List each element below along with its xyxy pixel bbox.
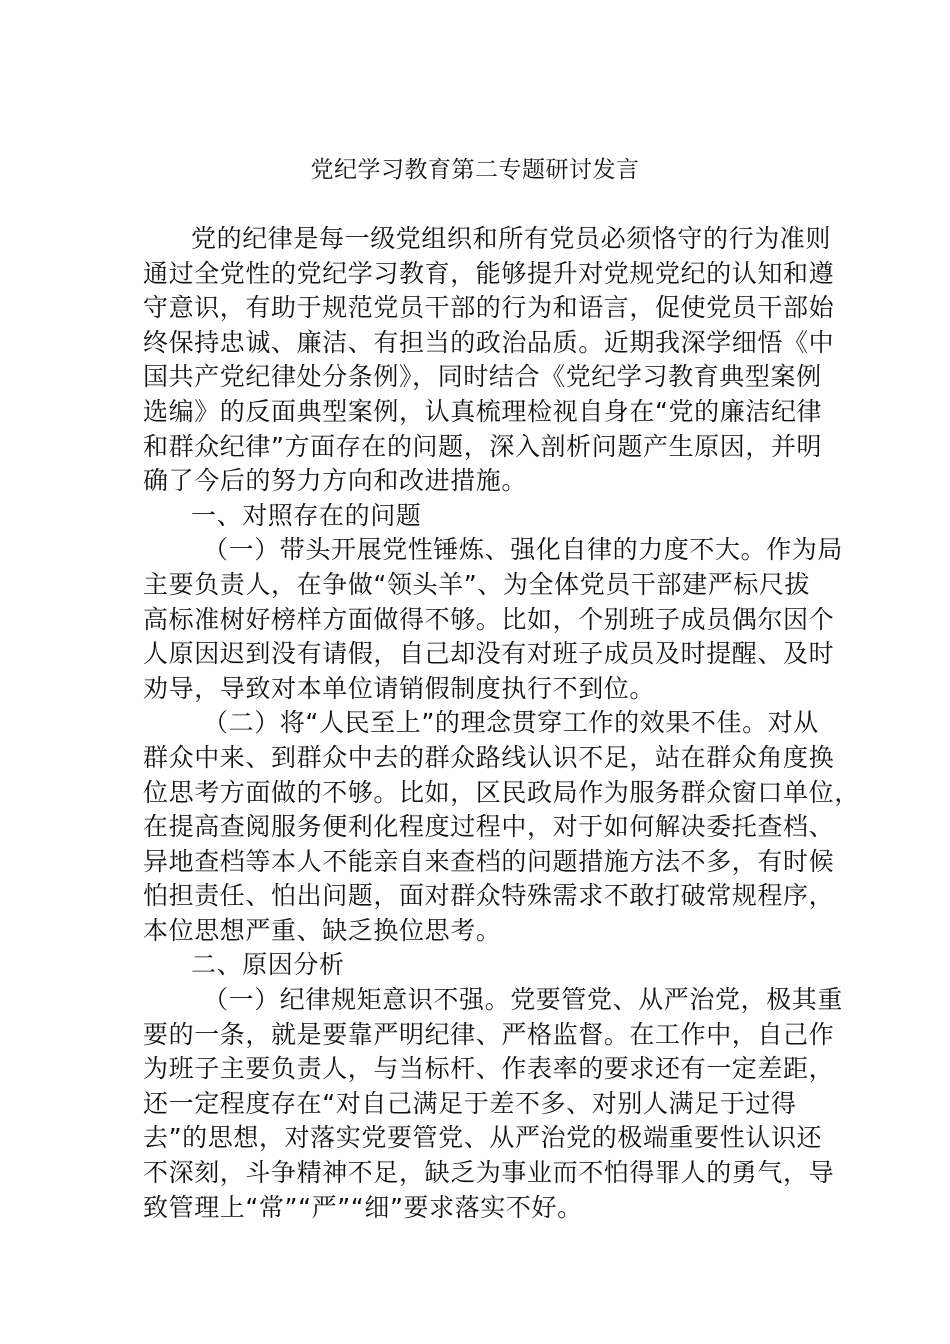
- paragraph-line: 还一定程度存在“对自己满足于差不多、对别人满足于过得: [143, 1088, 797, 1118]
- paragraph-line: 守意识，有助于规范党员干部的行为和语言，促使党员干部始: [143, 293, 835, 323]
- section-heading: 一、对照存在的问题: [191, 500, 422, 530]
- paragraph-line: 要的一条，就是要靠严明纪律、严格监督。在工作中，自己作: [143, 1019, 835, 1049]
- paragraph-line: 位思考方面做的不够。比如，区民政局作为服务群众窗口单位，: [143, 777, 860, 807]
- paragraph-line: 怕担责任、怕出问题，面对群众特殊需求不敢打破常规程序，: [143, 881, 835, 911]
- paragraph-line: 和群众纪律”方面存在的问题，深入剖析问题产生原因，并明: [143, 431, 823, 461]
- document-title: 党纪学习教育第二专题研讨发言: [310, 157, 640, 183]
- paragraph-line: 本位思想严重、缺乏换位思考。: [143, 915, 502, 945]
- paragraph-line: 去”的思想，对落实党要管党、从严治党的极端重要性认识还: [143, 1123, 823, 1153]
- paragraph-line: 致管理上“常”“严”“细”要求落实不好。: [143, 1192, 583, 1222]
- paragraph-line: 高标准树好榜样方面做得不够。比如，个别班子成员偶尔因个: [143, 604, 835, 634]
- paragraph-line: 在提高查阅服务便利化程度过程中，对于如何解决委托查档、: [143, 812, 835, 842]
- subsection-heading: （一）纪律规矩意识不强。党要管党、从严治党，极其重: [203, 985, 844, 1015]
- paragraph-line: 不深刻，斗争精神不足，缺乏为事业而不怕得罪人的勇气，导: [143, 1158, 835, 1188]
- paragraph-line: 主要负责人，在争做“领头羊”、为全体党员干部建严标尺拔: [143, 569, 811, 599]
- paragraph-line: 选编》的反面典型案例，认真梳理检视自身在“党的廉洁纪律: [143, 396, 823, 426]
- paragraph-line: 终保持忠诚、廉洁、有担当的政治品质。近期我深学细悟《中: [143, 327, 835, 357]
- document-body: [143, 222, 860, 1225]
- paragraph-line: 异地查档等本人不能亲自来查档的问题措施方法不多，有时候: [143, 846, 835, 876]
- section-heading: 二、原因分析: [191, 950, 345, 980]
- paragraph-line: 确了今后的努力方向和改进措施。: [143, 466, 528, 496]
- paragraph-line: 劝导，导致对本单位请销假制度执行不到位。: [143, 673, 656, 703]
- paragraph-line: 国共产党纪律处分条例》，同时结合《党纪学习教育典型案例: [143, 362, 822, 392]
- paragraph-line: 为班子主要负责人，与当标杆、作表率的要求还有一定差距，: [143, 1054, 835, 1084]
- paragraph-line: 党的纪律是每一级党组织和所有党员必须恪守的行为准则: [191, 224, 832, 253]
- paragraph-line: 通过全党性的党纪学习教育，能够提升对党规党纪的认知和遵: [143, 258, 835, 288]
- paragraph-line: 人原因迟到没有请假，自己却没有对班子成员及时提醒、及时: [143, 639, 835, 669]
- subsection-heading: （二）将“人民至上”的理念贯穿工作的效果不佳。对从: [203, 708, 819, 738]
- paragraph-line: 群众中来、到群众中去的群众路线认识不足，站在群众角度换: [143, 742, 835, 772]
- subsection-heading: （一）带头开展党性锤炼、强化自律的力度不大。作为局: [203, 535, 844, 565]
